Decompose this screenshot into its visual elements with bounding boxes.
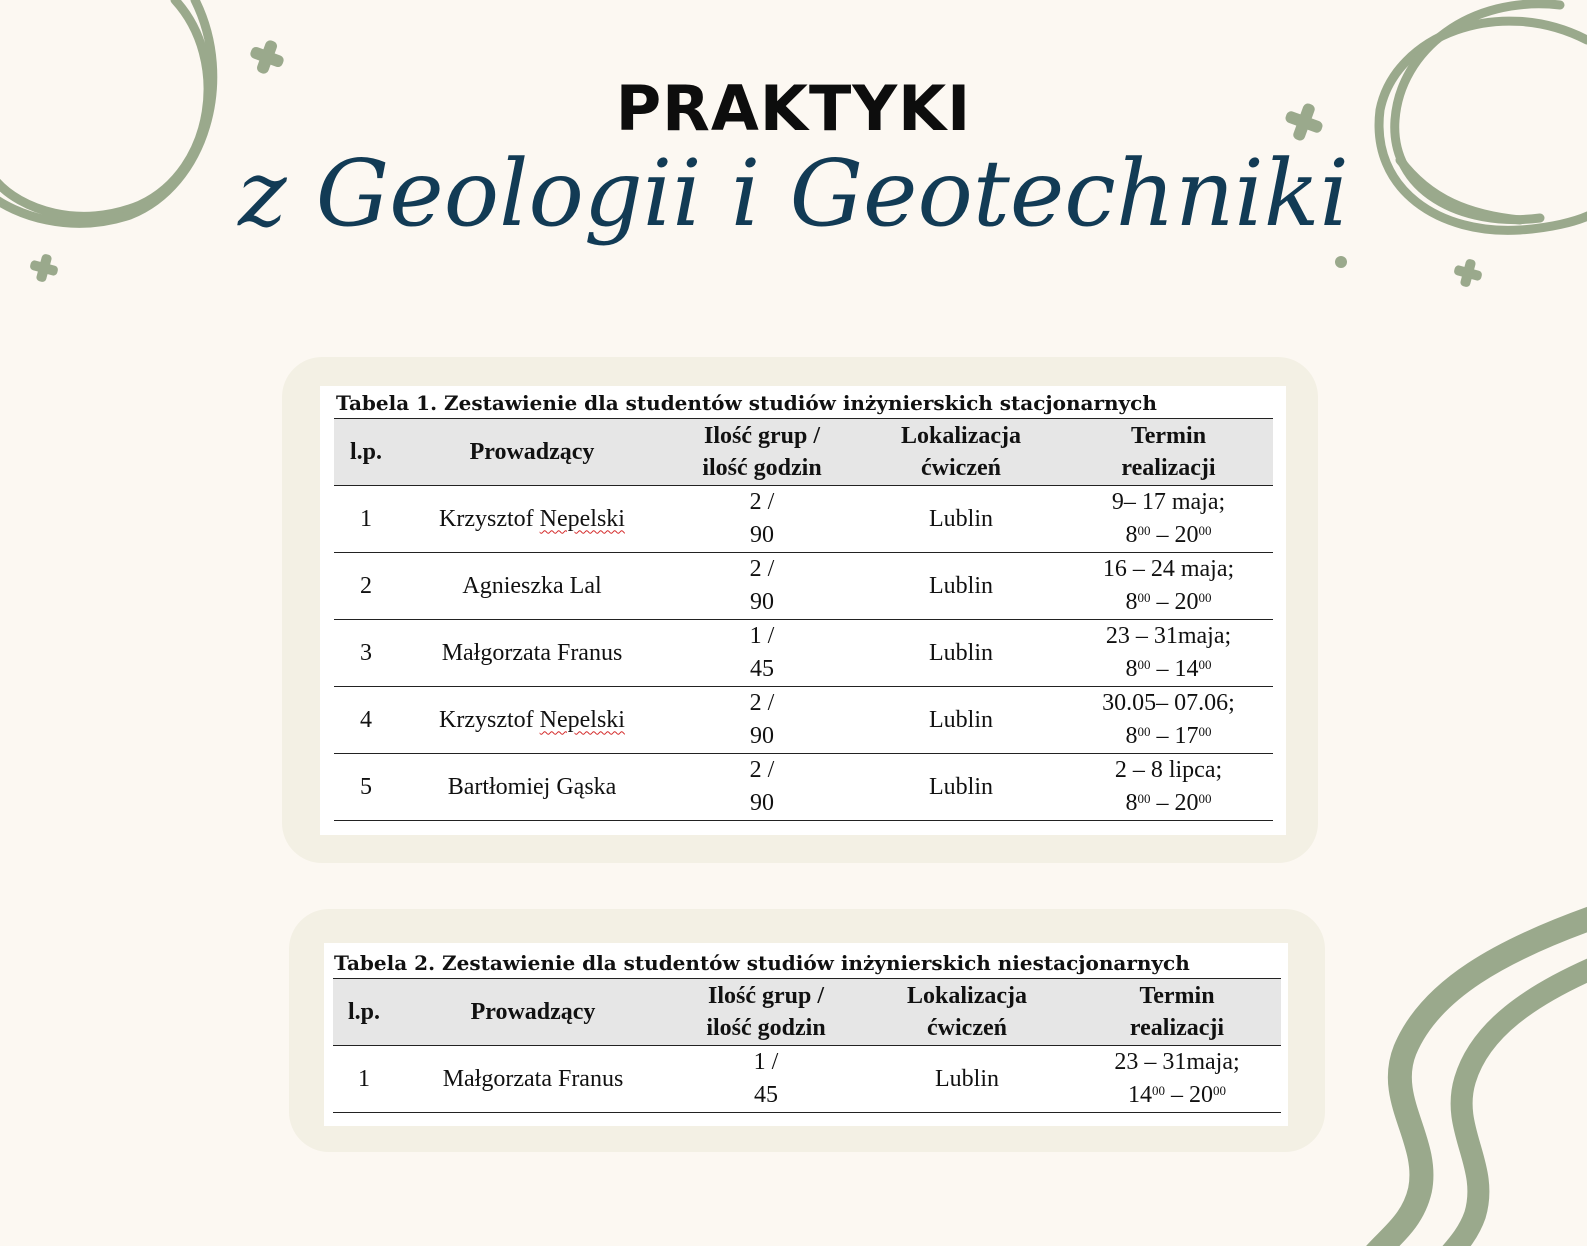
header-ilosc: Ilość grup / ilość godzin (666, 419, 858, 486)
cell-prowadzacy (398, 553, 666, 620)
cell-ilosc: 1 / 45 (753, 1049, 779, 1108)
cell-ilosc: 2 / 90 (749, 556, 775, 615)
leader-name: Małgorzata Franus (441, 639, 623, 666)
table-row (334, 754, 1273, 821)
table2 (333, 978, 1281, 1113)
cell-ilosc: 2 / 90 (749, 757, 775, 816)
leader-name: Agnieszka Lal (462, 572, 602, 599)
table-row (333, 1046, 1281, 1113)
table-row (334, 553, 1273, 620)
cell-termin: 30.05– 07.06; $8^{00} - 17^{00}$ (1102, 690, 1235, 749)
cell-termin: 16 – 24 maja; $8^{00} - 20^{00}$ (1102, 556, 1235, 615)
cell-lokalizacja: Lublin (935, 1065, 999, 1092)
cell-termin: 2 – 8 lipca; $8^{00} - 20^{00}$ (1114, 757, 1223, 816)
leader-name: Krzysztof Nepelski (439, 505, 625, 532)
header-lp: l.p. (334, 419, 398, 486)
cell-prowadzacy (395, 1046, 671, 1113)
page-title: PRAKTYKI (615, 72, 972, 145)
table-row (334, 486, 1273, 553)
cell-prowadzacy (398, 687, 666, 754)
table-header-row (334, 419, 1273, 486)
header-lokalizacja: Lokalizacja ćwiczeń (858, 419, 1064, 486)
cell-lp: 4 (360, 706, 372, 733)
cell-termin: 9– 17 maja; $8^{00} - 20^{00}$ (1111, 489, 1226, 548)
leader-name: Krzysztof Nepelski (439, 706, 625, 733)
cell-lp: 2 (360, 572, 372, 599)
cell-lp: 1 (358, 1065, 370, 1092)
cell-prowadzacy (398, 486, 666, 553)
header-prowadzacy: Prowadzący (395, 979, 671, 1046)
cell-lokalizacja: Lublin (929, 639, 993, 666)
table1 (334, 418, 1273, 821)
cell-ilosc: 2 / 90 (749, 690, 775, 749)
table1-caption: Tabela 1. Zestawienie dla studentów studiów inżynierskich stacjonarnych (336, 391, 1157, 415)
header-lp: l.p. (333, 979, 395, 1046)
header-lokalizacja: Lokalizacja ćwiczeń (861, 979, 1073, 1046)
table-row (334, 687, 1273, 754)
dot (1335, 256, 1347, 268)
cell-termin: 23 – 31maja; $8^{00} - 14^{00}$ (1105, 623, 1232, 682)
cell-ilosc: 2 / 90 (749, 489, 775, 548)
table-row (334, 620, 1273, 687)
cell-lokalizacja: Lublin (929, 572, 993, 599)
plus-icon (1451, 256, 1485, 290)
cell-lp: 5 (360, 773, 372, 800)
leader-name: Bartłomiej Gąska (447, 773, 617, 800)
cell-lp: 3 (360, 639, 372, 666)
cell-prowadzacy (398, 620, 666, 687)
cell-lokalizacja: Lublin (929, 706, 993, 733)
page-subtitle: z Geologii i Geotechniki (238, 140, 1349, 247)
header-ilosc: Ilość grup / ilość godzin (671, 979, 861, 1046)
cell-ilosc: 1 / 45 (749, 623, 775, 682)
cell-lokalizacja: Lublin (929, 773, 993, 800)
table-header-row (333, 979, 1281, 1046)
plus-icon (27, 251, 61, 285)
cell-lp: 1 (360, 505, 372, 532)
cell-prowadzacy (398, 754, 666, 821)
cell-termin: 23 – 31maja; $14^{00} - 20^{00}$ (1114, 1049, 1240, 1108)
leader-name: Małgorzata Franus (442, 1065, 624, 1092)
header-termin: Termin realizacji (1073, 979, 1281, 1046)
header-prowadzacy: Prowadzący (398, 419, 666, 486)
header-termin: Termin realizacji (1064, 419, 1273, 486)
cell-lokalizacja: Lublin (929, 505, 993, 532)
table2-caption: Tabela 2. Zestawienie dla studentów studiów inżynierskich niestacjonarnych (334, 951, 1190, 975)
